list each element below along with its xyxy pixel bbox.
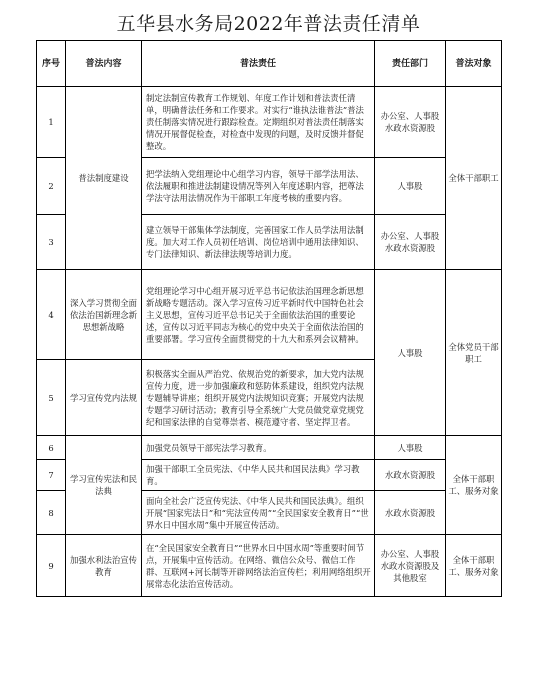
dept-cell: 人事股	[375, 436, 446, 460]
header-target: 普法对象	[446, 41, 502, 87]
dept-cell: 水政水资源股	[375, 460, 446, 491]
target-cell: 全体干部职工	[446, 87, 502, 270]
target-cell: 全体干部职工、服务对象	[446, 535, 502, 597]
table-row	[37, 87, 502, 158]
duty-cell: 面向全社会广泛宣传宪法、《中华人民共和国民法典》。组织开展“国家宪法日”和“宪法宣传周”“全民国家安全教育日”“世界水日中国水周”集中开展宣传活动。	[142, 491, 375, 535]
row-no: 7	[37, 460, 66, 491]
dept-cell: 办公室、人事股水政水资源股及其他股室	[375, 535, 446, 597]
duty-cell: 党组理论学习中心组开展习近平总书记依法治国理念新思想新战略专题活动。深入学习宣传习近平新时代中国特色社会主义思想，宣传习近平总书记关于全面依法治国的重要论述，宣传以习近平同志为核心的党中央关于全面依法治国的重要部署。学习宣传全面贯彻党的十九大和系列会议精神。	[142, 270, 375, 360]
row-no: 9	[37, 535, 66, 597]
row-no: 2	[37, 158, 66, 215]
dept-cell: 人事股	[375, 158, 446, 215]
row-no: 8	[37, 491, 66, 535]
duty-cell: 制定法制宣传教育工作规划、年度工作计划和普法责任清单，明确普法任务和工作要求。对实行“谁执法谁普法”普法责任制落实情况进行跟踪检查。定期组织对普法责任制落实情况开展督促检查，对检查中发现的问题，及时反馈并督促整改。	[142, 87, 375, 158]
row-no: 5	[37, 360, 66, 436]
row-no: 1	[37, 87, 66, 158]
content-cell: 深入学习贯彻全面依法治国新理念新思想新战略	[66, 270, 142, 360]
header-row	[37, 41, 502, 87]
duty-cell: 积极落实全面从严治党、依规治党的新要求，加大党内法规宣传力度，进一步加强廉政和惩防体系建设，组织党内法规专题辅导讲座；组织开展党内法规知识竞赛；开展党内法规专题学习研讨活动；教育引导全系统广大党员做党章党规党纪和国家法律的自觉尊崇者、模范遵守者、坚定捍卫者。	[142, 360, 375, 436]
header-no: 序号	[37, 41, 66, 87]
header-duty: 普法责任	[142, 41, 375, 87]
table-row	[37, 270, 502, 360]
dept-cell: 人事股	[375, 270, 446, 436]
content-cell: 学习宣传宪法和民法典	[66, 436, 142, 535]
table-row	[37, 535, 502, 597]
header-dept: 责任部门	[375, 41, 446, 87]
content-cell: 学习宣传党内法规	[66, 360, 142, 436]
header-content: 普法内容	[66, 41, 142, 87]
target-cell: 全体干部职工、服务对象	[446, 436, 502, 535]
duty-cell: 建立领导干部集体学法制度，完善国家工作人员学法用法制度。加大对工作人员初任培训、岗位培训中通用法律知识、专门法律知识、新法律法规等培训力度。	[142, 215, 375, 270]
duty-cell: 把学法纳入党组理论中心组学习内容，领导干部学法用法、依法履职和推进法制建设情况等列入年度述职内容，把尊法学法守法用法情况作为干部职工年度考核的重要内容。	[142, 158, 375, 215]
row-no: 3	[37, 215, 66, 270]
page-title: 五华县水务局2022年普法责任清单	[116, 13, 421, 35]
duty-cell: 加强党员领导干部宪法学习教育。	[142, 436, 375, 460]
duty-table	[36, 40, 502, 597]
row-no: 6	[37, 436, 66, 460]
duty-cell: 在“全民国家安全教育日”“世界水日中国水周”等重要时间节点，开展集中宣传活动。在网络、微信公众号、微信工作群、互联网+河长制等开辟网络法治宣传栏；利用网络组织开展常态化法治宣传活动。	[142, 535, 375, 597]
dept-cell: 办公室、人事股水政水资源股	[375, 87, 446, 158]
target-cell: 全体党员干部职工	[446, 270, 502, 436]
table-row	[37, 436, 502, 460]
row-no: 4	[37, 270, 66, 360]
dept-cell: 水政水资源股	[375, 491, 446, 535]
content-cell: 加强水利法治宣传教育	[66, 535, 142, 597]
content-cell: 普法制度建设	[66, 87, 142, 270]
duty-cell: 加强干部职工全员宪法、《中华人民共和国民法典》学习教育。	[142, 460, 375, 491]
dept-cell: 办公室、人事股水政水资源股	[375, 215, 446, 270]
